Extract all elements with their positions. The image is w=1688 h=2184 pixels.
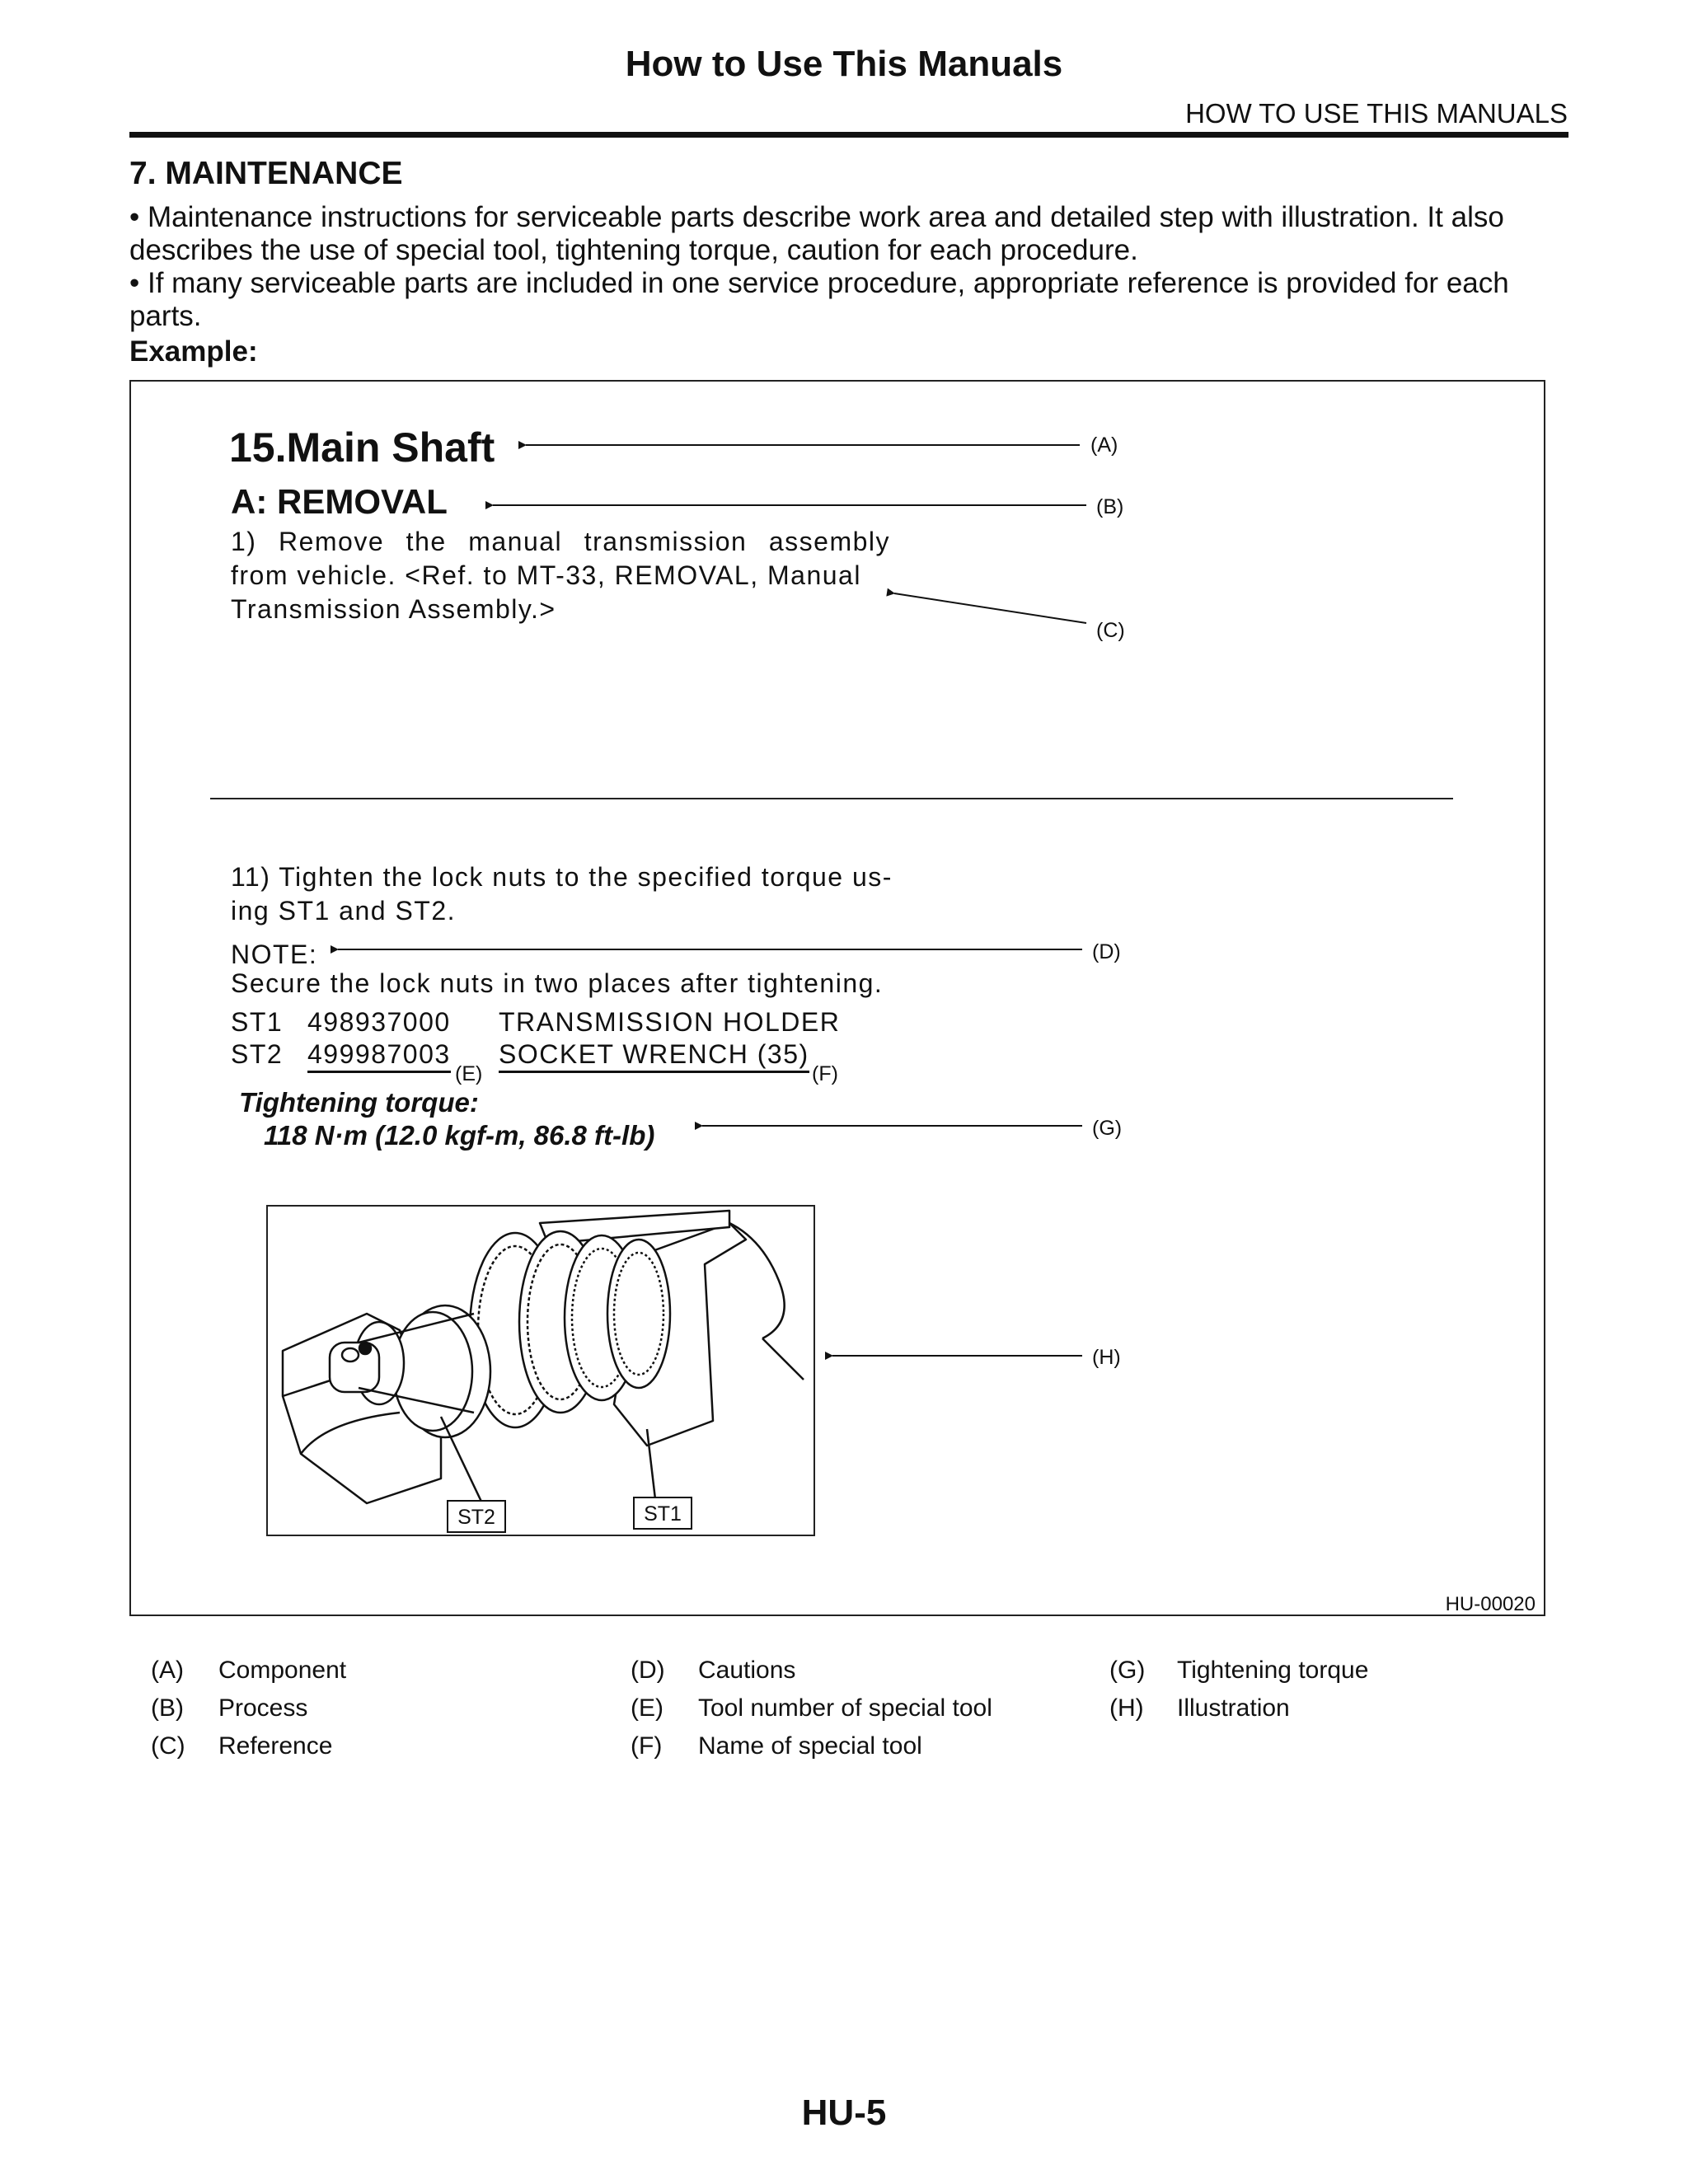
arrow-c xyxy=(894,593,1086,623)
page-subtitle: HOW TO USE THIS MANUALS xyxy=(1185,98,1568,129)
tool-number: 498937000 xyxy=(307,1007,451,1037)
step-1-line: from vehicle. <Ref. to MT-33, REMOVAL, Manual xyxy=(231,560,861,590)
legend-label: Name of special tool xyxy=(698,1732,922,1760)
legend-label: Tool number of special tool xyxy=(698,1694,992,1722)
legend-key: (B) xyxy=(151,1694,184,1722)
intro-bullet-1: • Maintenance instructions for serviceable parts describe work area and detailed step with illustration. It also describes the use of special tool, tightening torque, caution for each procedure. xyxy=(129,201,1504,266)
step-11-line: ing ST1 and ST2. xyxy=(231,896,457,926)
tool-number: 499987003 xyxy=(307,1038,451,1073)
page-title: How to Use This Manuals xyxy=(625,44,1063,84)
example-component-title: 15.Main Shaft xyxy=(229,424,495,471)
label-st2: ST2 xyxy=(457,1506,495,1529)
legend-key: (E) xyxy=(631,1694,663,1722)
tool-id: ST2 xyxy=(231,1039,284,1069)
gear-4 xyxy=(607,1240,670,1388)
step-1-line: Transmission Assembly.> xyxy=(231,594,556,624)
tool-id: ST1 xyxy=(231,1007,284,1037)
callout-b: (B) xyxy=(1096,495,1124,518)
callout-g: (G) xyxy=(1092,1117,1123,1140)
legend-label: Illustration xyxy=(1177,1694,1290,1722)
torque-label: Tightening torque: xyxy=(239,1087,479,1118)
legend-key: (A) xyxy=(151,1657,184,1684)
legend-label: Tightening torque xyxy=(1177,1657,1369,1684)
legend-label: Component xyxy=(218,1657,347,1684)
note-label: NOTE: xyxy=(231,940,318,969)
example-label: Example: xyxy=(129,335,258,368)
tool-name: SOCKET WRENCH (35) xyxy=(499,1038,809,1073)
legend-label: Process xyxy=(218,1694,308,1722)
legend-key: (H) xyxy=(1109,1694,1144,1722)
note-text: Secure the lock nuts in two places after tightening. xyxy=(231,968,884,998)
callout-e: (E) xyxy=(455,1062,483,1085)
example-process-title: A: REMOVAL xyxy=(231,482,448,521)
main-shaft-illustration xyxy=(266,1205,815,1536)
legend-label: Cautions xyxy=(698,1657,796,1684)
section-heading: 7. MAINTENANCE xyxy=(129,156,403,191)
label-st1: ST1 xyxy=(644,1502,682,1526)
legend-key: (G) xyxy=(1109,1657,1146,1684)
callout-f: (F) xyxy=(812,1062,838,1085)
callout-a: (A) xyxy=(1090,434,1118,457)
legend-key: (D) xyxy=(631,1657,665,1684)
callout-h: (H) xyxy=(1092,1346,1121,1369)
step-1-line: 1) Remove the manual transmission assembly xyxy=(231,527,890,556)
torque-value: 118 N·m (12.0 kgf-m, 86.8 ft-lb) xyxy=(264,1120,655,1151)
page-number: HU-5 xyxy=(801,2093,887,2133)
legend-key: (F) xyxy=(631,1732,663,1760)
transmission-drawing xyxy=(268,1207,815,1536)
figure-code: HU-00020 xyxy=(1445,1593,1536,1615)
tool-name: TRANSMISSION HOLDER xyxy=(499,1007,841,1037)
callout-c: (C) xyxy=(1096,619,1125,642)
legend-label: Reference xyxy=(218,1732,333,1760)
legend-key: (C) xyxy=(151,1732,185,1760)
step-11-line: 11) Tighten the lock nuts to the specified torque us- xyxy=(231,862,893,892)
intro-bullet-2: • If many serviceable parts are included in one service procedure, appropriate reference is provided for each parts. xyxy=(129,267,1509,332)
callout-d: (D) xyxy=(1092,940,1121,963)
